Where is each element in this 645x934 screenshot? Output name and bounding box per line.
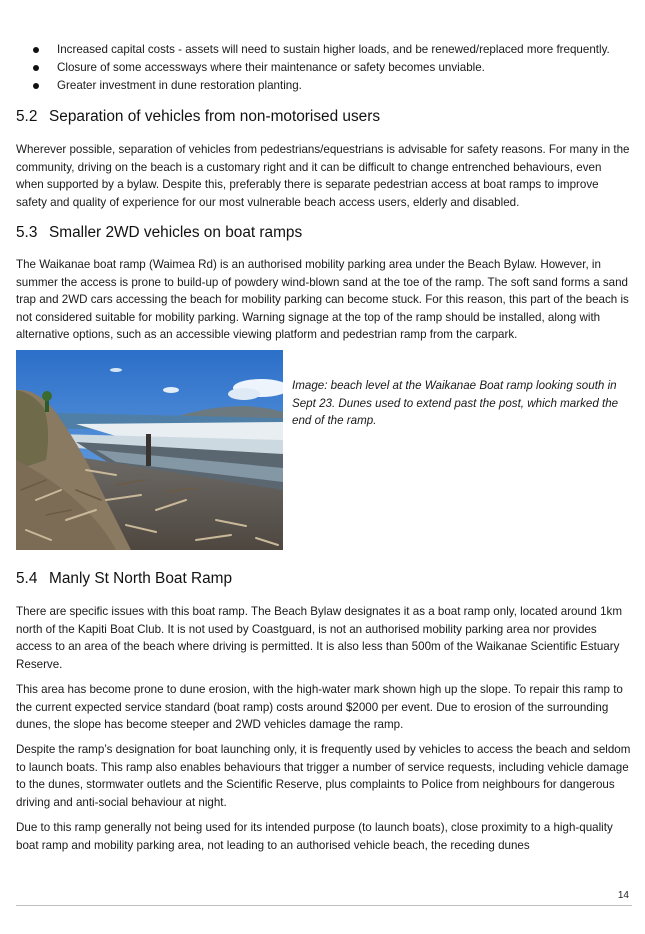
section-5-4-heading: 5.4 Manly St North Boat Ramp: [16, 570, 233, 587]
beach-photo: [16, 350, 283, 550]
section-5-3-heading: 5.3 Smaller 2WD vehicles on boat ramps: [16, 224, 303, 241]
section-5-4-paragraph: Despite the ramp’s designation for boat launching only, it is frequently used by vehicles to access the beach and seldom to launch boats. This ramp also enables behaviours that trigger a number of service requests, including vehicle damage to the dunes, stormwater outlets and the Scientific Reserve, plus complaints to Police from neighbours for dangerous driving and anti-social behaviour at night.: [16, 743, 631, 809]
bullet-item: Increased capital costs - assets will need to sustain higher loads, and be renewed/replaced more frequently.: [31, 41, 631, 59]
section-5-4-paragraph: Due to this ramp generally not being used for its intended purpose (to launch boats), close proximity to a high-quality boat ramp and mobility parking area, not leading to an authorised vehicle beach, the receding dunes: [16, 821, 613, 852]
section-5-4-paragraph: This area has become prone to dune erosion, with the high-water mark shown high up the slope. To repair this ramp to the current expected service standard (boat ramp) costs around $2000 per event. Due to erosion of the surrounding dunes, the slope has become steeper and 2WD vehicles damage the ramp.: [16, 683, 623, 732]
page-number: 14: [617, 890, 629, 901]
bullet-item: Closure of some accessways where their maintenance or safety becomes unviable.: [31, 59, 631, 77]
bullet-item: Greater investment in dune restoration planting.: [31, 77, 631, 95]
section-5-3-body: The Waikanae boat ramp (Waimea Rd) is an authorised mobility parking area under the Beach Bylaw. However, in summer the access is prone to build-up of powdery wind-blown sand at the toe of the ramp. The soft sand forms a sand trap and 2WD cars accessing the beach for mobility parking can become stuck. For this reason, this part of the beach is not considered suitable for mobility parking. Warning signage at the top of the ramp should be installed, along with alternative options, such as an accessible viewing platform and pedestrian ramp from the carpark.: [16, 258, 629, 342]
section-5-4-paragraph: There are specific issues with this boat ramp. The Beach Bylaw designates it as a boat ramp only, located around 1km north of the Kapiti Boat Club. It is not used by Coastguard, is not an authorised mobility parking area nor provides access to an area of the beach where driving is permitted. It is also less than 500m of the Waikanae Scientific Estuary Reserve.: [16, 605, 622, 671]
photo-caption: Image: beach level at the Waikanae Boat ramp looking south in Sept 23. Dunes used to extend past the post, which marked the end of the ramp.: [292, 379, 619, 428]
bullet-icon: [33, 47, 39, 53]
bullet-icon: [33, 65, 39, 71]
footer-divider: [16, 905, 632, 906]
section-5-2-body: Wherever possible, separation of vehicles from pedestrians/equestrians is advisable for safety reasons. For many in the community, driving on the beach is a customary right and it can be difficult to change entrenched behaviours, even when supported by a bylaw. Despite this, preferably there is separate pedestrian access at boat ramps to improve safety and quality of experience for our most vulnerable beach access users, elderly and disabled.: [16, 143, 630, 209]
section-5-2-heading: 5.2 Separation of vehicles from non-motorised users: [16, 108, 381, 125]
bullet-icon: [33, 83, 39, 89]
consequence-bullet-list: [31, 41, 631, 95]
